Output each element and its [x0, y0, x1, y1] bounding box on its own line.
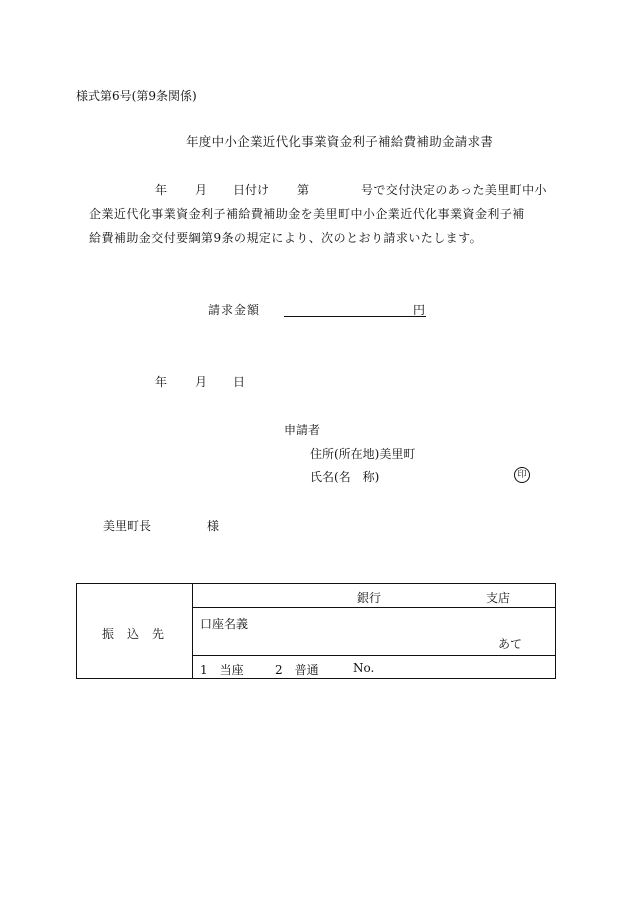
body-line-2: 企業近代化事業資金利子補給費補助金を美里町中小企業近代化事業資金利子補 [89, 207, 525, 221]
body-line-3: 給費補助金交付要綱第9条の規定により、次のとおり請求いたします。 [89, 231, 483, 245]
form-number: 様式第6号(第9条関係) [76, 89, 197, 103]
applicant-name: 氏名(名 称) [310, 470, 380, 484]
body-line-1-rest: 号で交付決定のあった美里町中小 [361, 183, 547, 197]
amount-underline [284, 316, 426, 317]
account-type-savings: 2 普通 [275, 662, 319, 677]
bank-label: 銀行 [357, 591, 382, 605]
amount-unit: 円 [413, 303, 426, 317]
addressee-title: 美里町長 [103, 519, 152, 533]
applicant-heading: 申請者 [284, 423, 321, 437]
applicant-address: 住所(所在地)美里町 [310, 447, 416, 461]
bank-branch-cell [193, 584, 556, 608]
transfer-destination-cell [77, 584, 193, 679]
body-month: 月 [195, 183, 208, 197]
seal-mark: 印 [514, 467, 530, 483]
amount-label: 請求金額 [208, 303, 261, 317]
document-title: 年度中小企業近代化事業資金利子補給費補助金請求書 [186, 134, 494, 149]
account-holder-label: 口座名義 [200, 617, 249, 632]
date-day: 日 [233, 375, 246, 389]
date-month: 月 [195, 375, 208, 389]
account-holder-cell [193, 608, 556, 656]
body-year: 年 [155, 183, 168, 197]
account-type-cell [193, 655, 556, 678]
body-dai: 第 [297, 183, 310, 197]
transfer-destination-label: 振 込 先 [102, 627, 165, 641]
ate-label: あて [498, 637, 523, 652]
bank-transfer-table [76, 583, 556, 679]
body-date-suffix: 日付け [233, 183, 270, 197]
account-number-label: No. [353, 660, 375, 675]
account-type-current: 1 当座 [200, 662, 244, 677]
branch-label: 支店 [486, 591, 511, 605]
date-year: 年 [155, 375, 168, 389]
addressee-honorific: 様 [207, 519, 220, 533]
